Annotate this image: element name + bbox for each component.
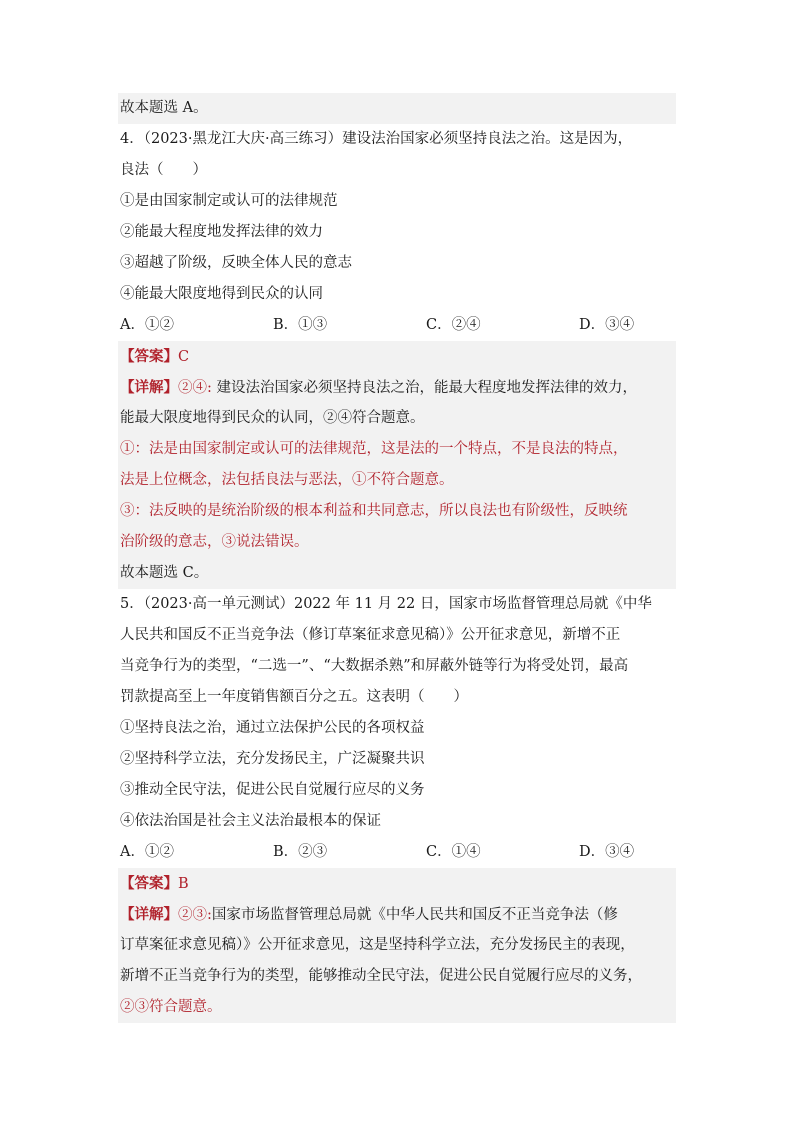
q5-stem-line4: 罚款提高至上一年度销售额百分之五。这表明（ ） [120,689,468,705]
q5-item-1: ①坚持良法之治，通过立法保护公民的各项权益 [120,720,425,736]
q5-stem-line3: 当竞争行为的类型，“二选一”、“大数据杀熟”和屏蔽外链等行为将受处罚，最高 [120,658,629,674]
q4-detail-line2: 能最大限度地得到民众的认同，②④符合题意。 [118,403,676,434]
q5-detail-line4: ②③符合题意。 [118,992,676,1023]
detail-text: 建设法治国家必须坚持良法之治，能最大程度地发挥法律的效力， [211,380,637,396]
q4-detail-line6: 治阶级的意志，③说法错误。 [118,527,676,558]
conclusion-prefix: 故本题选 A。 [120,100,208,116]
answer-label: 【答案】 [120,875,178,892]
q5-option-a: A．①② [120,844,174,860]
q5-option-d: D．③④ [579,844,635,860]
q4-option-c: C．②④ [426,317,481,333]
q5-stem-line1: 5．（2023·高一单元测试）2022 年 11 月 22 日，国家市场监督管理总局就《中华 [120,596,652,612]
answer-value: B [178,876,189,892]
q4-option-b: B．①③ [273,317,328,333]
detail-label: 【详解】 [120,379,178,396]
answer-label: 【答案】 [120,348,178,365]
q4-stem-line1: 4．（2023·黑龙江大庆·高三练习）建设法治国家必须坚持良法之治。这是因为， [120,131,633,147]
question-content [118,93,676,1023]
detail-lead: ②④: [178,380,212,396]
q4-detail-line4: 法是上位概念，法包括良法与恶法，①不符合题意。 [118,465,676,496]
q4-item-3: ③超越了阶级，反映全体人民的意志 [120,255,352,271]
q5-option-b: B．②③ [273,844,328,860]
answer-value: C [178,349,190,365]
q5-option-c: C．①④ [426,844,481,860]
q5-detail-line1 [118,899,676,930]
q4-item-1: ①是由国家制定或认可的法律规范 [120,193,338,209]
q5-item-4: ④依法治国是社会主义法治最根本的保证 [120,813,381,829]
q3-conclusion [118,93,676,124]
q5-item-2: ②坚持科学立法，充分发扬民主，广泛凝聚共识 [120,751,425,767]
q4-detail-line1 [118,372,676,403]
q5-detail-line3: 新增不正当竞争行为的类型，能够推动全民守法，促进公民自觉履行应尽的义务， [118,961,676,992]
detail-text: 国家市场监督管理总局就《中华人民共和国反不正当竞争法（修 [211,907,618,923]
detail-label: 【详解】 [120,906,178,923]
q5-stem-line2: 人民共和国反不正当竞争法（修订草案征求意见稿）》公开征求意见，新增不正 [120,627,621,643]
q5-item-3: ③推动全民守法，促进公民自觉履行应尽的义务 [120,782,425,798]
detail-lead: ②③: [178,907,212,923]
q5-detail-line2: 订草案征求意见稿）》公开征求意见，这是坚持科学立法，充分发扬民主的表现， [118,930,676,961]
q4-option-d: D．③④ [579,317,635,333]
q4-options [118,310,676,341]
q4-answer [118,341,676,372]
q5-answer [118,868,676,899]
q4-item-2: ②能最大程度地发挥法律的效力 [120,224,323,240]
q4-item-4: ④能最大限度地得到民众的认同 [120,286,323,302]
q4-option-a: A．①② [120,317,174,333]
q4-conclusion: 故本题选 C。 [118,558,676,589]
q4-detail-line5: ③：法反映的是统治阶级的根本利益和共同意志，所以良法也有阶级性，反映统 [118,496,676,527]
q5-options [118,837,676,868]
q4-detail-line3: ①：法是由国家制定或认可的法律规范，这是法的一个特点，不是良法的特点， [118,434,676,465]
q4-stem-line2: 良法（ ） [120,162,207,178]
